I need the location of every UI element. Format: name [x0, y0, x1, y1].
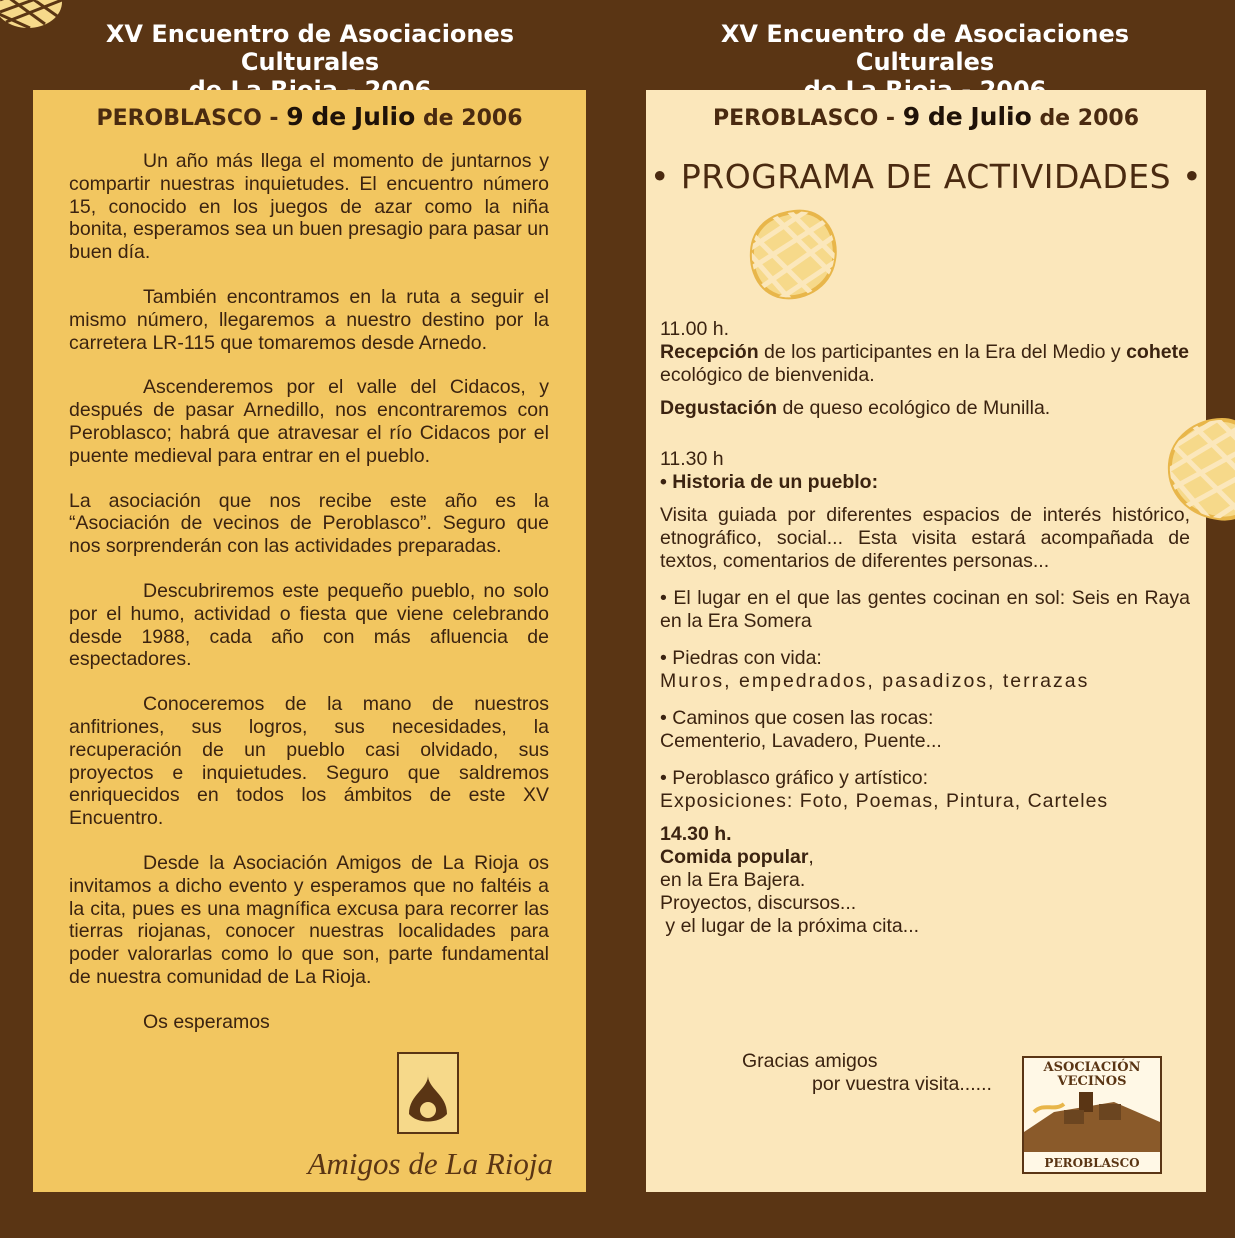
date-title: [646, 102, 1206, 131]
era-text: en la Era Bajera.: [660, 869, 806, 891]
piedras-item: • Piedras con vida:: [660, 647, 822, 669]
village-icon: [1024, 1092, 1160, 1152]
thanks-line2: por vuestra visita......: [812, 1073, 992, 1095]
waffle-icon: [746, 208, 842, 304]
letter-panel: [33, 90, 586, 1192]
visita-text: Visita guiada por diferentes espacios de interés histórico, etnográfico, social... Esta visita estará acompañada de textos, comentarios de diferentes personas...: [660, 504, 1190, 572]
activities-list: [660, 318, 1190, 938]
assoc-logo-top: ASOCIACIÓN VECINOS: [1043, 1060, 1141, 1089]
asociacion-vecinos-logo: [1022, 1056, 1162, 1174]
header-line1: XV Encuentro de Asociaciones Culturales: [720, 20, 1130, 76]
letter-paragraph: También encontramos en la ruta a seguir el mismo número, llegaremos a nuestro destino por la carretera LR-115 que tomaremos desde Arnedo.: [69, 285, 549, 354]
date-place: PEROBLASCO -: [96, 106, 279, 131]
date-title: [33, 102, 586, 131]
amigos-logo: [307, 1062, 553, 1182]
date-de: de: [927, 102, 963, 131]
comida-label: Comida popular: [660, 846, 809, 868]
degustacion-item: [660, 397, 1190, 420]
recepcion-item: [660, 341, 1190, 387]
program-panel: [646, 90, 1206, 1192]
date-day: 9: [902, 102, 921, 131]
letter-closing: Os esperamos: [143, 1010, 270, 1033]
cohete-label: cohete: [1126, 341, 1189, 363]
program-title: • PROGRAMA DE ACTIVIDADES •: [649, 157, 1203, 196]
recepcion-label: Recepción: [660, 341, 759, 363]
letter-body: [69, 150, 549, 1056]
date-de: de: [1039, 106, 1071, 131]
comida-comma: ,: [808, 846, 814, 868]
amigos-signature: Amigos de La Rioja: [307, 1146, 553, 1181]
date-month: Julio: [353, 102, 416, 131]
historia-heading: • Historia de un pueblo:: [660, 471, 879, 493]
waffle-icon: [1162, 414, 1235, 524]
letter-paragraph: Descubriremos este pequeño pueblo, no solo por el humo, actividad o fiesta que viene celebrando desde 1988, cada año con más afluencia de espectadores.: [69, 579, 549, 671]
date-year: 2006: [461, 106, 523, 131]
letter-paragraph: Un año más llega el momento de juntarnos y compartir nuestras inquietudes. El encuentro número 15, conocido en los juegos de azar como la niña bonita, esperamos sea un buen presagio para pasar un buen día.: [69, 150, 549, 264]
thanks-note: [742, 1050, 992, 1096]
letter-paragraph: Desde la Asociación Amigos de La Rioja os invitamos a dicho evento y esperamos que no faltéis a la cita, pues es una magnífica excusa para recorrer las tierras riojanas, conocer nuestras localidades para poder valorarlas como lo que son, parte fundamental de nuestra comunidad de La Rioja.: [69, 851, 549, 988]
caminos-detail: Cementerio, Lavadero, Puente...: [660, 730, 942, 752]
grafico-detail: Exposiciones: Foto, Poemas, Pintura, Carteles: [660, 790, 1109, 812]
recepcion-text2: ecológico de bienvenida.: [660, 364, 875, 386]
time-1130: 11.30 h: [660, 448, 724, 470]
time-1430: 14.30 h.: [660, 823, 732, 845]
degustacion-text: de queso ecológico de Munilla.: [777, 397, 1051, 419]
date-de: de: [311, 102, 347, 131]
caminos-item: • Caminos que cosen las rocas:: [660, 707, 934, 729]
piedras-detail: Muros, empedrados, pasadizos, terrazas: [660, 670, 1090, 692]
header-line1: XV Encuentro de Asociaciones Culturales: [105, 20, 515, 76]
thanks-line1: Gracias amigos: [742, 1050, 878, 1072]
letter-paragraph: Ascenderemos por el valle del Cidacos, y después de pasar Arnedillo, nos encontraremos con Peroblasco; habrá que atravesar el río Cidacos por el puente medieval para entrar en el pueblo.: [69, 376, 549, 467]
date-de: de: [422, 106, 454, 131]
degustacion-label: Degustación: [660, 397, 778, 419]
amigos-logo-icon: [397, 1052, 459, 1134]
letter-paragraph: La asociación que nos recibe este año es la “Asociación de vecinos de Peroblasco”. Seguro que nos sorprenderán con las actividades preparadas.: [69, 489, 549, 558]
letter-paragraph: Conoceremos de la mano de nuestros anfitriones, sus logros, sus necesidades, la recuperación de un pueblo casi olvidado, sus proyectos e inquietudes. Seguro que saldremos enriquecidos en todos los ámbitos de este XV Encuentro.: [69, 693, 549, 830]
date-place: PEROBLASCO -: [712, 106, 896, 131]
date-day: 9: [286, 102, 304, 131]
proyectos-text: Proyectos, discursos...: [660, 892, 857, 914]
recepcion-text: de los participantes en la Era del Medio y: [758, 341, 1127, 363]
date-month: Julio: [970, 102, 1032, 131]
lugar-item: • El lugar en el que las gentes cocinan en sol: Seis en Raya en la Era Somera: [660, 587, 1190, 632]
date-year: 2006: [1077, 106, 1140, 131]
assoc-logo-bottom: PEROBLASCO: [1044, 1156, 1140, 1170]
comida-item: [660, 846, 1190, 869]
time-1100: 11.00 h.: [660, 318, 730, 340]
cita-text: y el lugar de la próxima cita...: [660, 915, 920, 937]
grafico-item: • Peroblasco gráfico y artístico:: [660, 767, 929, 789]
